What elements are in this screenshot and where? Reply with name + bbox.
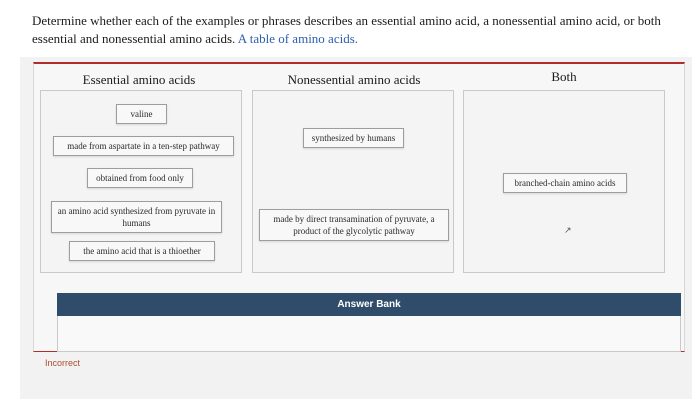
amino-acid-table-link[interactable]: A table of amino acids. [237,31,359,46]
result-status: Incorrect [45,358,81,368]
answer-tile[interactable]: an amino acid synthesized from pyruvate in humans [51,201,222,233]
drop-zone-nonessential[interactable] [252,90,454,273]
mouse-cursor-icon: ↗ [564,225,572,235]
column-header-essential: Essential amino acids [82,72,196,87]
question-text: Determine whether each of the examples or phrases describes an essential amino acid, a nonessential amino acid, or both essential and nonessential amino acids. [32,13,661,46]
column-header-both: Both [551,69,577,84]
answer-bank-header: Answer Bank [57,293,681,316]
drag-drop-workspace [20,57,692,399]
question-prompt [32,12,672,48]
answer-tile[interactable]: made by direct transamination of pyruvate, a product of the glycolytic pathway [259,209,449,241]
sorting-board [33,62,685,352]
answer-bank-drop-area[interactable] [57,316,681,352]
answer-tile[interactable]: valine [116,104,167,124]
drop-zone-essential[interactable] [40,90,242,273]
answer-tile[interactable]: synthesized by humans [303,128,404,148]
answer-tile[interactable]: obtained from food only [87,168,193,188]
answer-tile[interactable]: the amino acid that is a thioether [69,241,215,261]
answer-tile[interactable]: branched-chain amino acids [503,173,627,193]
drop-zone-both[interactable] [463,90,665,273]
column-header-nonessential: Nonessential amino acids [287,72,421,87]
answer-tile[interactable]: made from aspartate in a ten-step pathway [53,136,234,156]
